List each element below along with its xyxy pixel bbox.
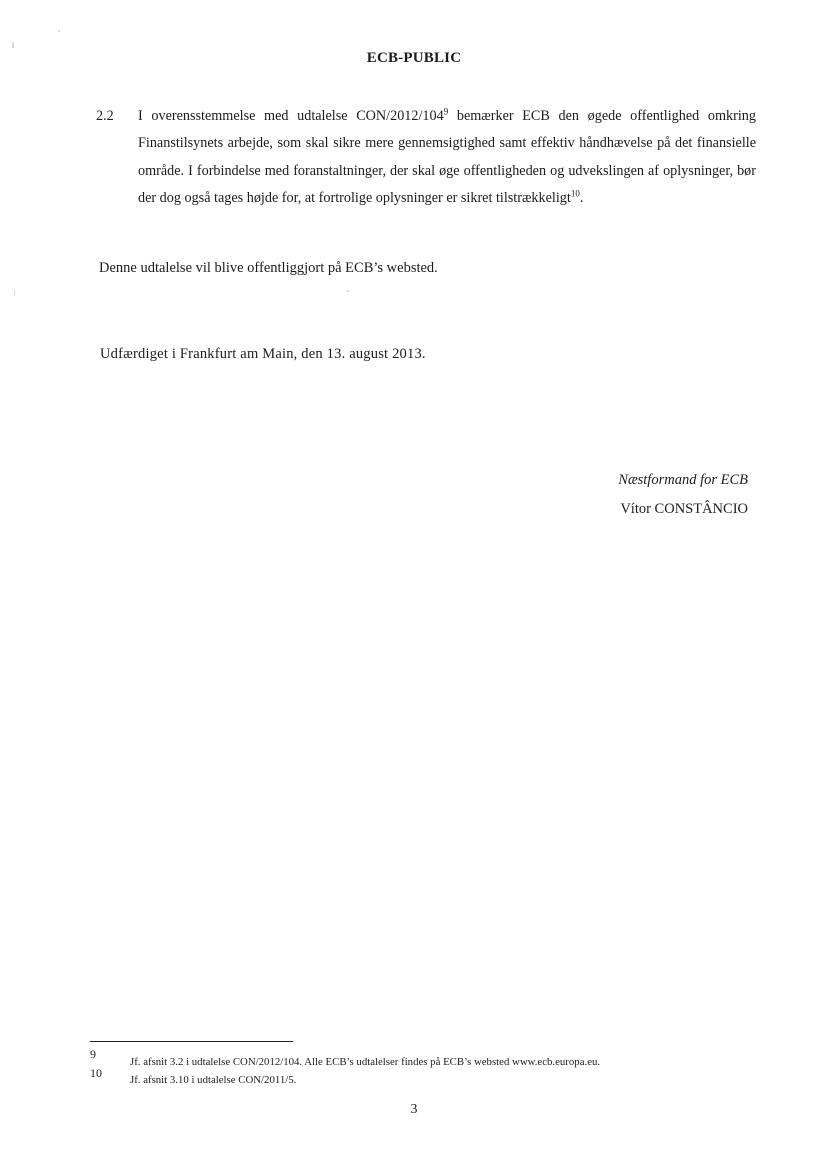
scan-speck xyxy=(14,290,15,296)
scan-speck xyxy=(58,30,60,32)
scan-mark: ˋ xyxy=(346,290,350,301)
footnote-ref-10[interactable]: 10 xyxy=(570,188,580,199)
footnote-ref-9[interactable]: 9 xyxy=(443,106,449,117)
section-2-2 xyxy=(96,103,756,213)
footnotes xyxy=(90,1049,730,1087)
footnote-divider xyxy=(90,1041,293,1042)
footnote-number: 9 xyxy=(90,1047,96,1061)
signatory-name: Vítor CONSTÂNCIO xyxy=(620,501,748,517)
classification-header: ECB-PUBLIC xyxy=(366,50,462,66)
footnote-text: Jf. afsnit 3.2 i udtalelse CON/2012/104. Alle ECB’s udtalelser findes på ECB’s websted www.ecb.europa.eu. xyxy=(130,1056,601,1068)
footnote-text: Jf. afsnit 3.10 i udtalelse CON/2011/5. xyxy=(130,1074,297,1086)
signature-block xyxy=(618,466,748,524)
section-text-part2: bemærker ECB den øgede offentlighed omkring Finanstilsynets arbejde, som skal sikre mere gennemsigtighed samt effektiv håndhævelse på det finansielle område. I forbindelse med foranstaltninger, der skal øge offentligheden og udvekslingen af oplysninger, bør der dog også tages højde for, at fortrolige oplysninger er sikret tilstrækkeligt xyxy=(138,108,756,207)
publication-note: Denne udtalelse vil blive offentliggjort på ECB’s websted. xyxy=(99,260,438,276)
signatory-role: Næstformand for ECB xyxy=(618,472,748,488)
scan-speck xyxy=(12,42,14,48)
footnote-10 xyxy=(90,1068,730,1087)
section-number: 2.2 xyxy=(96,108,114,124)
section-paragraph xyxy=(138,103,756,213)
place-and-date: Udfærdiget i Frankfurt am Main, den 13. august 2013. xyxy=(100,346,426,362)
footnote-number: 10 xyxy=(90,1066,102,1080)
footnote-9 xyxy=(90,1049,730,1068)
section-text-part3: . xyxy=(579,190,584,207)
section-text-part1: I overensstemmelse med udtalelse CON/2012/104 xyxy=(138,108,444,124)
page-number: 3 xyxy=(410,1102,418,1117)
